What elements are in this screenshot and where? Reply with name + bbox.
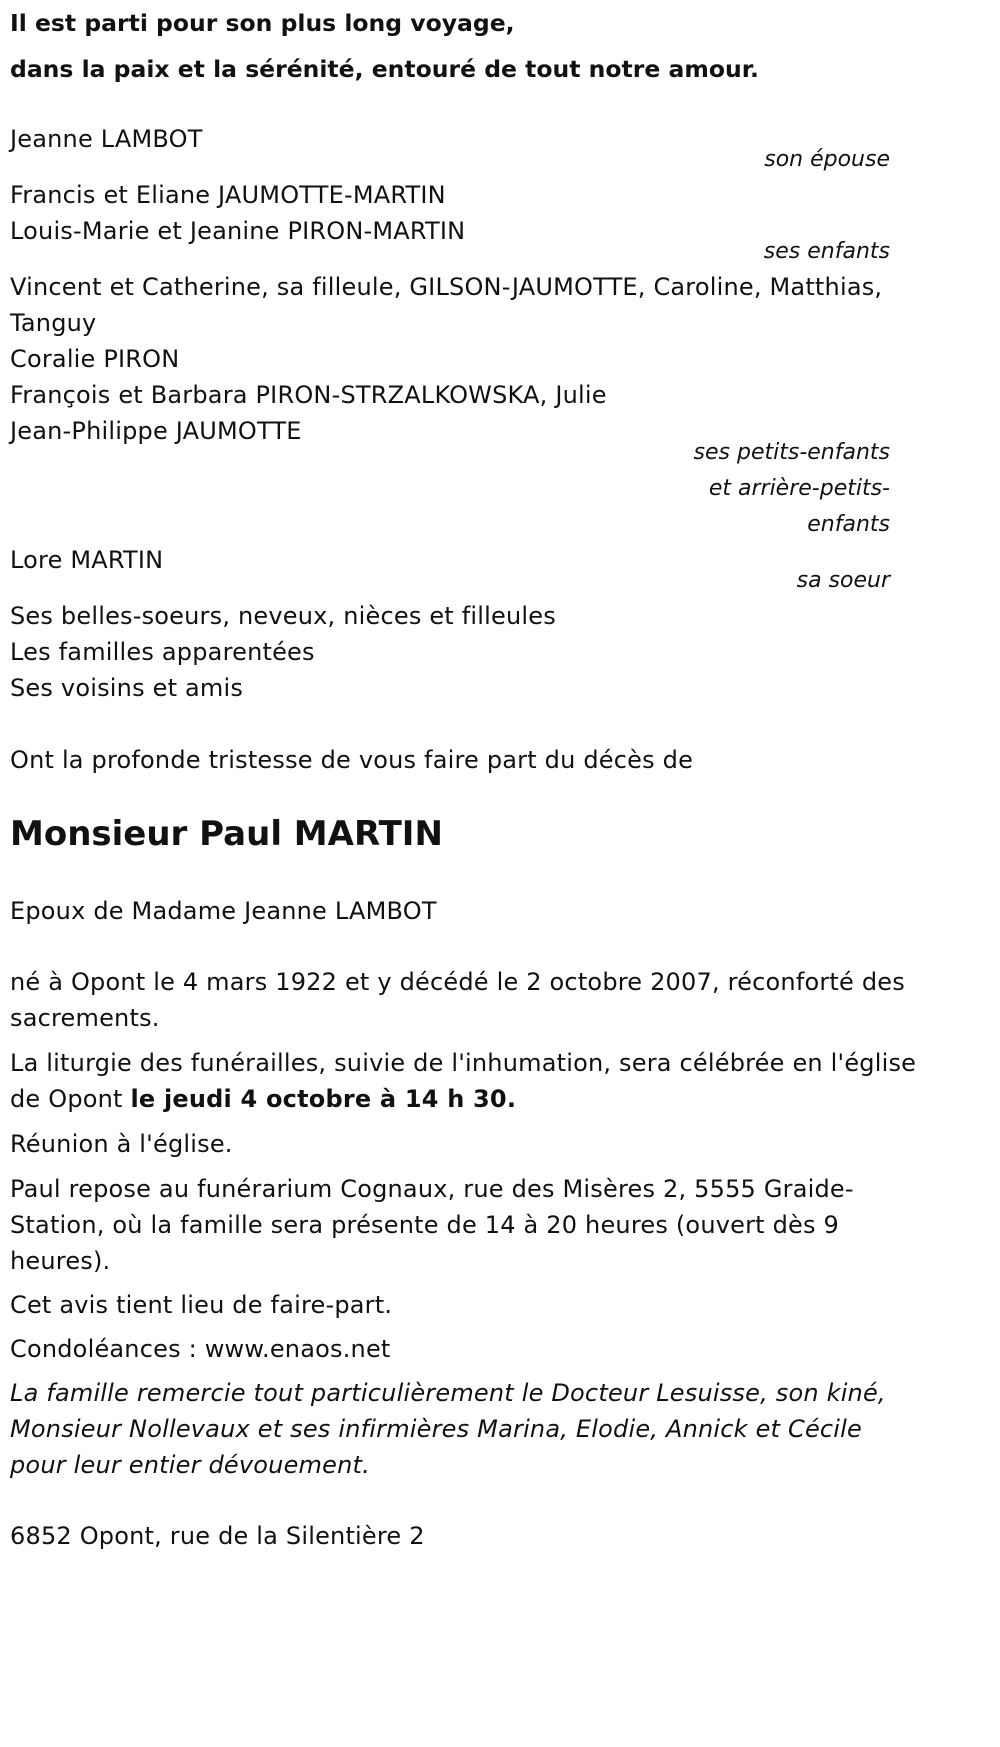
spouse-role: son épouse [764, 147, 890, 172]
spouse-of: Epoux de Madame Jeanne LAMBOT [10, 897, 437, 925]
home-address: 6852 Opont, rue de la Silentière 2 [10, 1522, 425, 1550]
grandchildren-role-line: et arrière-petits- [708, 476, 890, 501]
birth-line: sacrements. [10, 1004, 160, 1032]
grandchild-line: Vincent et Catherine, sa filleule, GILSON-JAUMOTTE, Caroline, Matthias, [10, 273, 883, 301]
funeral-place: de Opont [10, 1085, 131, 1113]
thanks-line: pour leur entier dévouement. [10, 1451, 370, 1479]
notice-text: Cet avis tient lieu de faire-part. [10, 1291, 393, 1319]
child-line: Francis et Eliane JAUMOTTE-MARTIN [10, 181, 446, 209]
repose-line: Station, où la famille sera présente de 14 à 20 heures (ouvert dès 9 [10, 1211, 840, 1239]
grandchildren-list [10, 269, 890, 449]
funeral-date: le jeudi 4 octobre à 14 h 30. [130, 1085, 517, 1113]
grandchild-line: Jean-Philippe JAUMOTTE [10, 417, 302, 445]
announcement: Ont la profonde tristesse de vous faire part du décès de [10, 746, 694, 774]
birth-line: né à Opont le 4 mars 1922 et y décédé le 2 octobre 2007, réconforté des [10, 968, 905, 996]
others-list [10, 598, 890, 706]
grandchild-line: Tanguy [10, 309, 97, 337]
deceased-name: Monsieur Paul MARTIN [10, 814, 443, 854]
child-line: Louis-Marie et Jeanine PIRON-MARTIN [10, 217, 466, 245]
intro-line-2: dans la paix et la sérénité, entouré de tout notre amour. [10, 55, 759, 83]
grandchildren-role-line: enfants [807, 512, 890, 537]
funeral-paragraph [10, 1045, 917, 1117]
grandchildren-role-line: ses petits-enfants [693, 440, 890, 465]
grandchildren-role [694, 435, 890, 543]
repose-line: Paul repose au funérarium Cognaux, rue des Misères 2, 5555 Graide- [10, 1175, 854, 1203]
funeral-line-1: La liturgie des funérailles, suivie de l'inhumation, sera célébrée en l'église [10, 1049, 917, 1077]
other-line: Les familles apparentées [10, 638, 315, 666]
repose-paragraph [10, 1171, 890, 1279]
thanks-paragraph [10, 1375, 890, 1483]
intro-line-1: Il est parti pour son plus long voyage, [10, 9, 515, 37]
other-line: Ses voisins et amis [10, 674, 244, 702]
birth-death-paragraph [10, 964, 905, 1036]
intro-block [10, 0, 890, 92]
thanks-line: Monsieur Nollevaux et ses infirmières Marina, Elodie, Annick et Cécile [10, 1415, 863, 1443]
grandchild-line: François et Barbara PIRON-STRZALKOWSKA, Julie [10, 381, 607, 409]
repose-line: heures). [10, 1247, 111, 1275]
spouse-name: Jeanne LAMBOT [10, 125, 203, 153]
grandchild-line: Coralie PIRON [10, 345, 180, 373]
sister-name: Lore MARTIN [10, 546, 164, 574]
children-list [10, 177, 890, 249]
other-line: Ses belles-soeurs, neveux, nièces et filleules [10, 602, 556, 630]
funeral-line-2 [10, 1081, 890, 1117]
meeting-text: Réunion à l'église. [10, 1130, 233, 1158]
children-role: ses enfants [763, 239, 890, 264]
thanks-line: La famille remercie tout particulièrement le Docteur Lesuisse, son kiné, [10, 1379, 886, 1407]
sister-role: sa soeur [796, 568, 890, 593]
condolences-text: Condoléances : www.enaos.net [10, 1335, 391, 1363]
